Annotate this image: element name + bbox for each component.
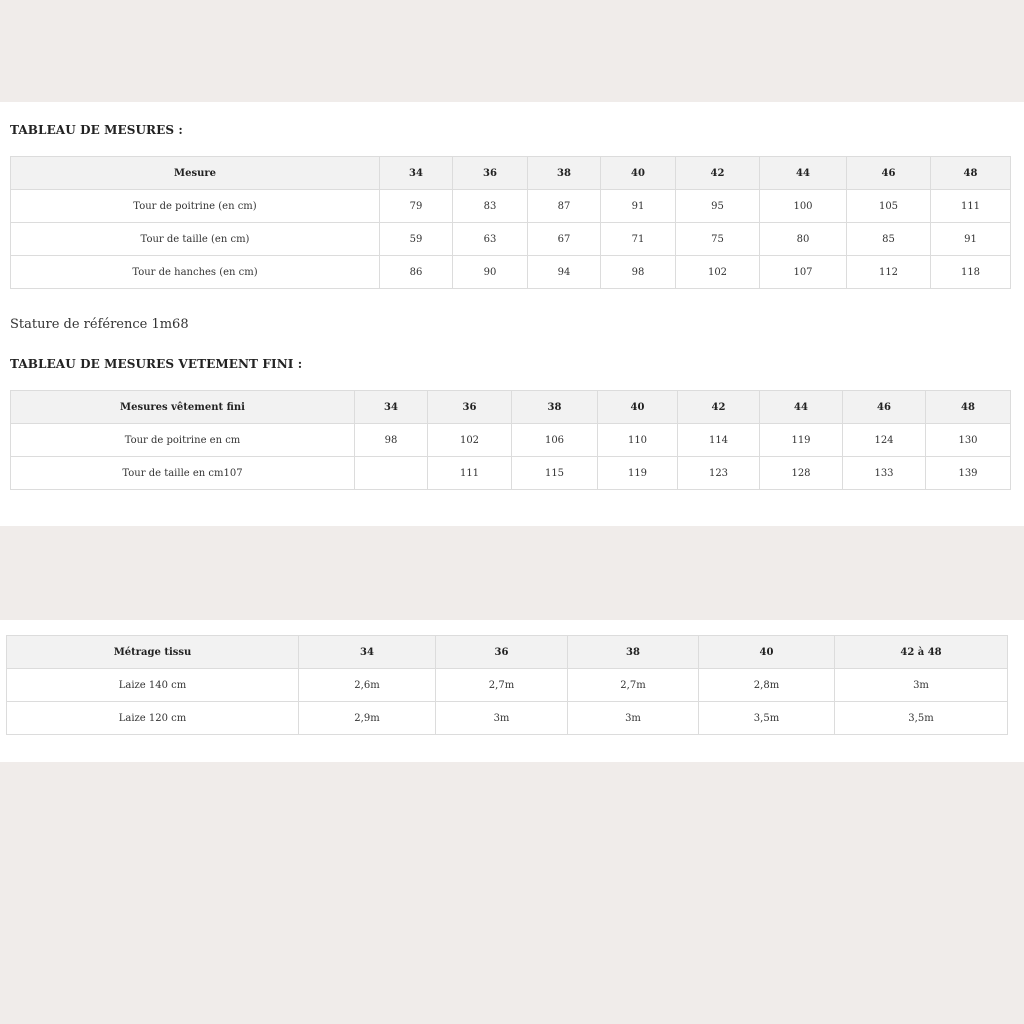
- table-cell: 102: [428, 424, 512, 457]
- row-label: Tour de hanches (en cm): [11, 256, 380, 289]
- table-cell: 91: [931, 223, 1011, 256]
- table-cell: 91: [601, 190, 676, 223]
- table-cell: 85: [847, 223, 931, 256]
- table-row: [7, 669, 1008, 702]
- column-header: 48: [931, 157, 1011, 190]
- table-header-row: [11, 391, 1011, 424]
- column-header: 38: [568, 636, 699, 669]
- table-cell: 111: [428, 457, 512, 490]
- column-header: 42: [678, 391, 760, 424]
- column-header: 42: [676, 157, 760, 190]
- row-label: Tour de poitrine (en cm): [11, 190, 380, 223]
- table-cell: 3m: [835, 669, 1008, 702]
- table-row: [11, 256, 1011, 289]
- table-cell: 114: [678, 424, 760, 457]
- column-header: 42 à 48: [835, 636, 1008, 669]
- column-header: 46: [843, 391, 926, 424]
- table-row: [11, 190, 1011, 223]
- column-header: 34: [355, 391, 428, 424]
- table-row: [11, 424, 1011, 457]
- column-header: 36: [453, 157, 528, 190]
- table-cell: 75: [676, 223, 760, 256]
- table-cell: 80: [760, 223, 847, 256]
- table-cell: 100: [760, 190, 847, 223]
- table-cell: 94: [528, 256, 601, 289]
- column-header: Mesures vêtement fini: [11, 391, 355, 424]
- table-cell: 3m: [436, 702, 568, 735]
- table-cell: 2,7m: [568, 669, 699, 702]
- table-cell: 3m: [568, 702, 699, 735]
- table-cell: 86: [380, 256, 453, 289]
- table-cell: 71: [601, 223, 676, 256]
- row-label: Tour de taille (en cm): [11, 223, 380, 256]
- table-cell: 118: [931, 256, 1011, 289]
- table-cell: 123: [678, 457, 760, 490]
- row-label: Laize 140 cm: [7, 669, 299, 702]
- table-cell: 128: [760, 457, 843, 490]
- table-cell: 2,8m: [699, 669, 835, 702]
- table-cell: 119: [760, 424, 843, 457]
- table-cell: 79: [380, 190, 453, 223]
- table-cell: 111: [931, 190, 1011, 223]
- table-cell: 112: [847, 256, 931, 289]
- table-row: [7, 702, 1008, 735]
- stature-note: Stature de référence 1m68: [10, 317, 189, 332]
- table-cell: 119: [598, 457, 678, 490]
- table-cell: 106: [512, 424, 598, 457]
- column-header: 44: [760, 391, 843, 424]
- table-cell: 115: [512, 457, 598, 490]
- row-label: Laize 120 cm: [7, 702, 299, 735]
- table-header-row: [11, 157, 1011, 190]
- table-cell: 124: [843, 424, 926, 457]
- table-cell: 130: [926, 424, 1011, 457]
- table-cell: [355, 457, 428, 490]
- table-cell: 139: [926, 457, 1011, 490]
- table-cell: 3,5m: [835, 702, 1008, 735]
- table1-heading: TABLEAU DE MESURES :: [10, 123, 183, 137]
- table-cell: 87: [528, 190, 601, 223]
- table2-heading: TABLEAU DE MESURES VETEMENT FINI :: [10, 357, 303, 371]
- table-row: [11, 457, 1011, 490]
- table-cell: 102: [676, 256, 760, 289]
- column-header: 40: [598, 391, 678, 424]
- table-cell: 67: [528, 223, 601, 256]
- column-header: 48: [926, 391, 1011, 424]
- row-label: Tour de taille en cm107: [11, 457, 355, 490]
- table-row: [11, 223, 1011, 256]
- table-cell: 83: [453, 190, 528, 223]
- measurements-panel: [0, 102, 1024, 526]
- column-header: Mesure: [11, 157, 380, 190]
- table-cell: 105: [847, 190, 931, 223]
- table-cell: 133: [843, 457, 926, 490]
- table-cell: 2,6m: [299, 669, 436, 702]
- table-cell: 2,7m: [436, 669, 568, 702]
- column-header: 40: [699, 636, 835, 669]
- row-label: Tour de poitrine en cm: [11, 424, 355, 457]
- column-header: Métrage tissu: [7, 636, 299, 669]
- column-header: 40: [601, 157, 676, 190]
- column-header: 34: [380, 157, 453, 190]
- fabric-panel: [0, 620, 1024, 762]
- column-header: 38: [512, 391, 598, 424]
- table-cell: 59: [380, 223, 453, 256]
- table-header-row: [7, 636, 1008, 669]
- table-cell: 98: [355, 424, 428, 457]
- table-cell: 2,9m: [299, 702, 436, 735]
- finished-garment-table: [10, 390, 1011, 490]
- column-header: 36: [428, 391, 512, 424]
- table-cell: 110: [598, 424, 678, 457]
- column-header: 46: [847, 157, 931, 190]
- fabric-yardage-table: [6, 635, 1008, 735]
- table-cell: 3,5m: [699, 702, 835, 735]
- table-cell: 107: [760, 256, 847, 289]
- body-measurements-table: [10, 156, 1011, 289]
- table-cell: 98: [601, 256, 676, 289]
- column-header: 36: [436, 636, 568, 669]
- column-header: 38: [528, 157, 601, 190]
- table-cell: 95: [676, 190, 760, 223]
- column-header: 44: [760, 157, 847, 190]
- column-header: 34: [299, 636, 436, 669]
- table-cell: 90: [453, 256, 528, 289]
- table-cell: 63: [453, 223, 528, 256]
